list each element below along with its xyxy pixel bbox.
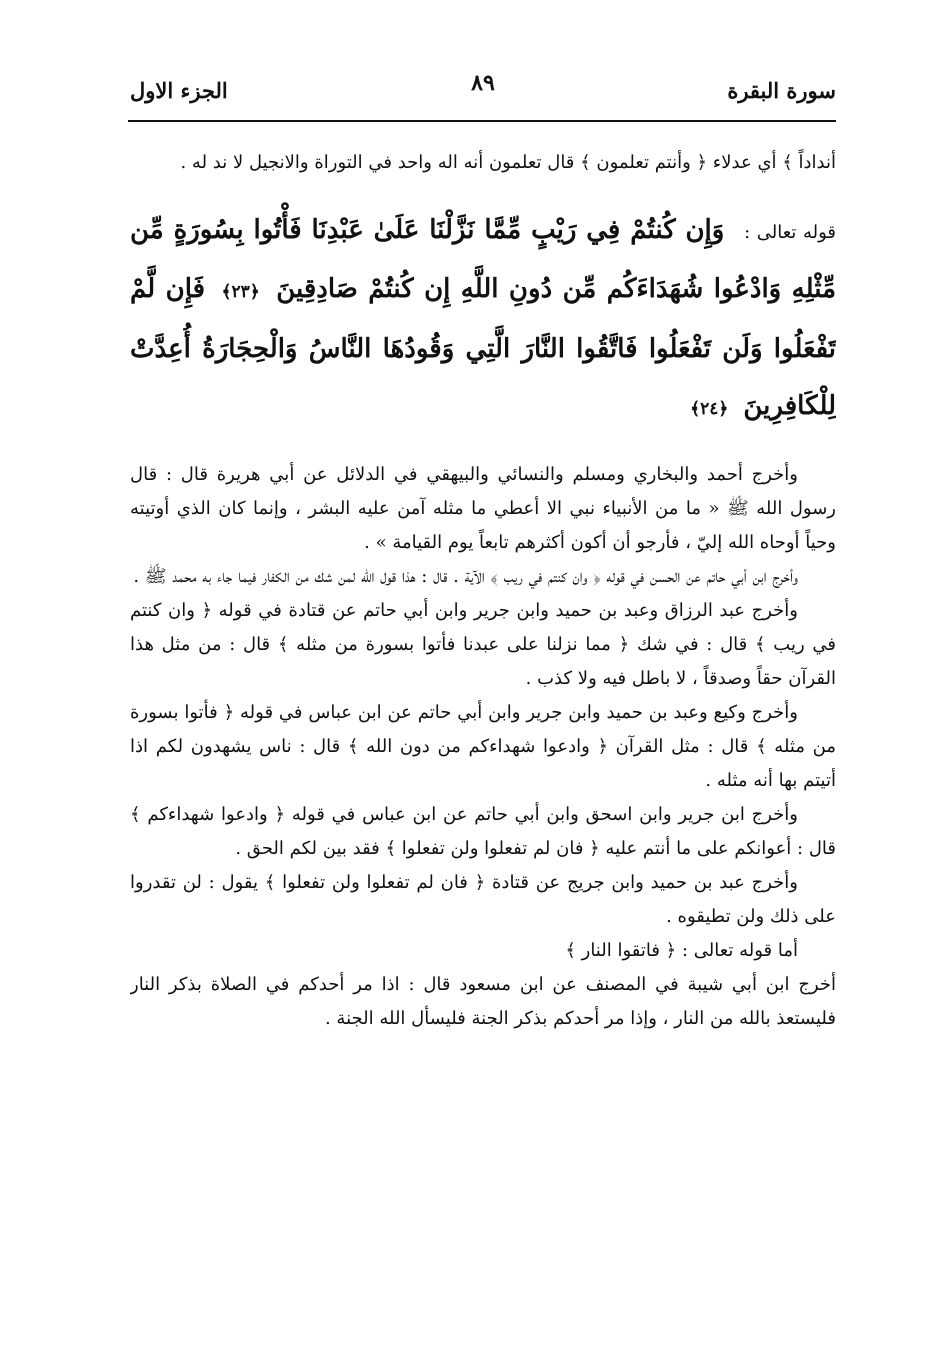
page-header xyxy=(130,70,836,110)
header-rule xyxy=(128,120,836,122)
closing-paragraph: أخرج ابن أبي شيبة في المصنف عن ابن مسعود قال : اذا مر أحدكم في الصلاة بذكر النار فليستعذ بالله من النار ، وإذا مر أحدكم بذكر الجنة فليسأل الله الجنة . xyxy=(130,974,836,1029)
ayah-number-24: ﴿٢٤﴾ xyxy=(690,399,729,419)
verse-label: قوله تعالى : xyxy=(744,222,836,243)
hadith-paragraph: وأخرج أحمد والبخاري ومسلم والنسائي والبيهقي في الدلائل عن أبي هريرة قال : قال رسول الله ﷺ « ما من الأنبياء نبي الا أعطي ما مثله آمن عليه البشر ، وإنما كان الذي أوتيته وحياً أوحاه الله إليّ ، فأرجو أن أكون أكثرهم تابعاً يوم القيامة » . xyxy=(130,464,836,553)
tafsir-paragraph: وأخرج وكيع وعبد بن حميد وابن جرير وابن أبي حاتم عن ابن عباس في قوله ﴿ فأتوا بسورة من مثله ﴾ قال : مثل القرآن ﴿ وادعوا شهداءكم من دون الله ﴾ قال : ناس يشهدون لكم اذا أتيتم بها أنه مثله . xyxy=(130,702,836,791)
quran-verse xyxy=(130,202,836,438)
juz-title: الجزء الاول xyxy=(130,77,228,103)
section-heading: أما قوله تعالى : ﴿ فاتقوا النار ﴾ xyxy=(565,940,798,961)
surah-title: سورة البقرة xyxy=(727,77,836,103)
tafsir-paragraph: وأخرج ابن أبي حاتم عن الحسن في قوله ﴿ وان كنتم في ريب ﴾ الآية . قال : هذا قول الله لمن شك من الكفار فيما جاء به محمد ﷺ . xyxy=(133,566,798,587)
ayah-number-23: ﴿٢٣﴾ xyxy=(221,282,260,302)
verse-text-24: فَإِن لَّمْ تَفْعَلُوا وَلَن تَفْعَلُوا فَاتَّقُوا النَّارَ الَّتِي وَقُودُهَا النَّاسُ وَالْحِجَارَةُ أُعِدَّتْ لِلْكَافِرِينَ xyxy=(130,274,836,421)
tafsir-paragraph: وأخرج ابن جرير وابن اسحق وابن أبي حاتم عن ابن عباس في قوله ﴿ وادعوا شهداءكم ﴾ قال : أعوانكم على ما أنتم عليه ﴿ فان لم تفعلوا ولن تفعلوا ﴾ فقد بين لكم الحق . xyxy=(130,804,836,859)
quran-verse-block xyxy=(130,202,836,438)
tafsir-paragraph: وأخرج عبد الرزاق وعبد بن حميد وابن جرير وابن أبي حاتم عن قتادة في قوله ﴿ وان كنتم في ريب ﴾ قال : في شك ﴿ مما نزلنا على عبدنا فأتوا بسورة من مثله ﴾ قال : من مثل هذا القرآن حقاً وصدقاً ، لا باطل فيه ولا كذب . xyxy=(130,600,836,689)
tafsir-paragraph: وأخرج عبد بن حميد وابن جريج عن قتادة ﴿ فان لم تفعلوا ولن تفعلوا ﴾ يقول : لن تقدروا على ذلك ولن تطيقوه . xyxy=(130,872,836,927)
intro-paragraph: أنداداً ﴾ أي عدلاء ﴿ وأنتم تعلمون ﴾ قال تعلمون أنه اله واحد في التوراة والانجيل لا ند له . xyxy=(180,152,836,173)
page-number: ٨٩ xyxy=(471,70,495,96)
verse-text-23: وَإِن كُنتُمْ فِي رَيْبٍ مِّمَّا نَزَّلْنَا عَلَىٰ عَبْدِنَا فَأْتُوا بِسُورَةٍ مِّن مِّثْلِهِ وَادْعُوا شُهَدَاءَكُم مِّن دُونِ اللَّهِ إِن كُنتُمْ صَادِقِينَ xyxy=(130,215,836,304)
page-body xyxy=(130,146,836,1336)
